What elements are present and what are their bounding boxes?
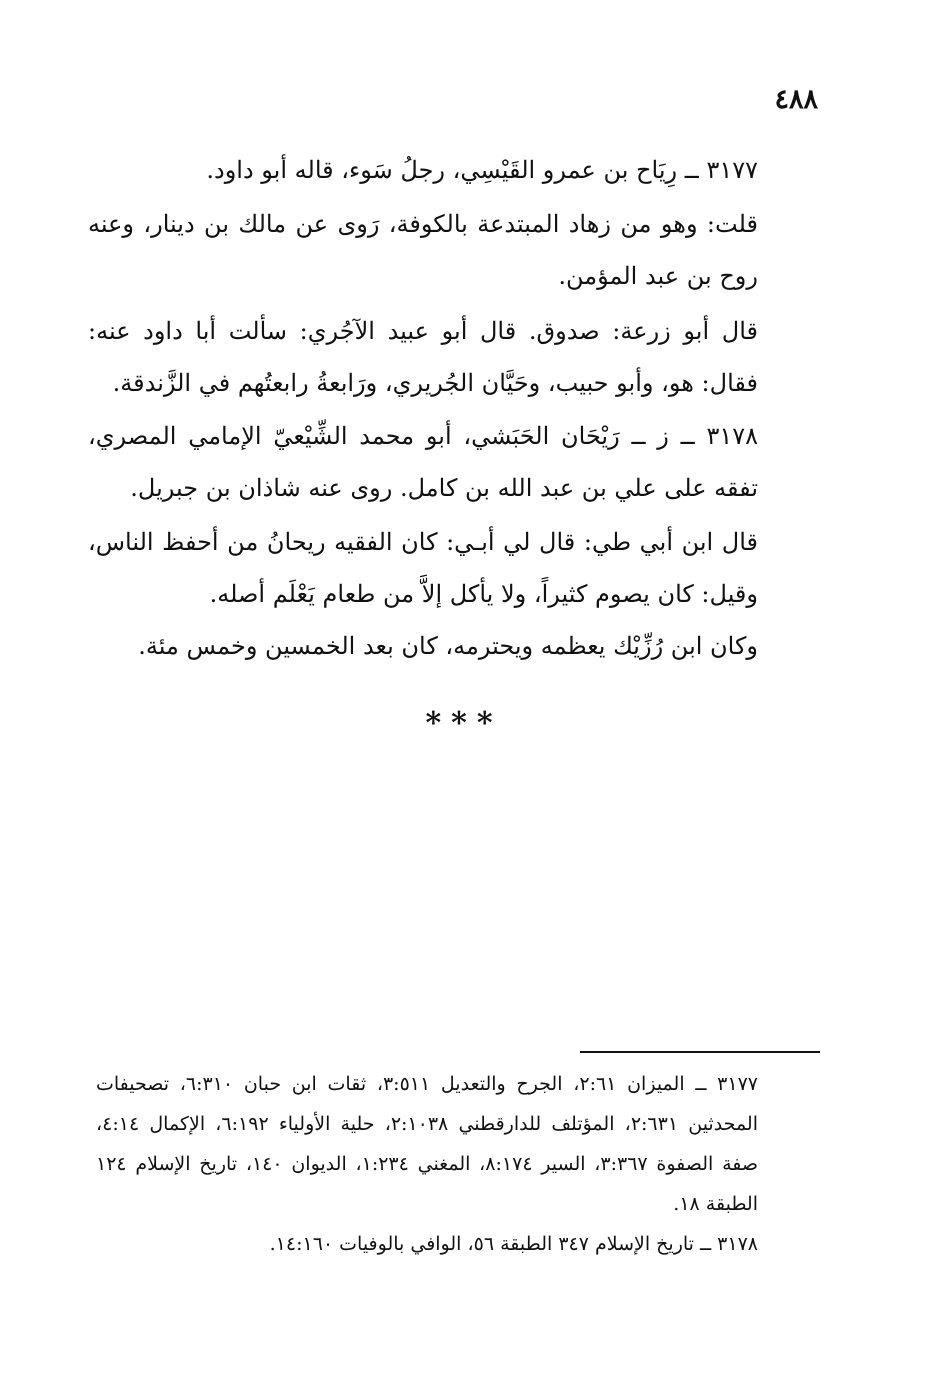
- footnote-3178: ٣١٧٨ ــ تاريخ الإسلام ٣٤٧ الطبقة ٥٦، الوافي بالوفيات ١٤:١٦٠.: [269, 1233, 758, 1255]
- entry-3178-heading: ٣١٧٨ ــ ز ــ رَيْحَان الحَبَشي، أبو محمد الشِّيْعيّ الإمامي المصري، تفقه على علي بن عبد الله بن كامل. روى عنه شاذان بن جبريل.: [88, 422, 758, 502]
- entry-3178-ibn-abi-tay-paragraph: قال ابن أبي طي: قال لي أبـي: كان الفقيه ريحانُ من أحفظ الناس، وقيل: كان يصوم كثيراً، ولا يأكل إلاَّ من طعام يَعْلَم أصله.: [88, 528, 758, 608]
- entry-3177-qult-paragraph: قلت: وهو من زهاد المبتدعة بالكوفة، رَوى عن مالك بن دينار، وعنه روح بن عبد المؤمن.: [88, 210, 758, 290]
- footnotes: [96, 1064, 820, 1264]
- section-separator: ***: [425, 706, 503, 741]
- footnote-3177: ٣١٧٧ ــ الميزان ٢:٦١، الجرح والتعديل ٣:٥١١، ثقات ابن حبان ٦:٣١٠، تصحيفات المحدثين ٢:٦٣١، المؤتلف للدارقطني ٢:١٠٣٨، حلية الأولياء ٦:١٩٢، الإكمال ٤:١٤، صفة الصفوة ٣:٣٦٧، السير ٨:١٧٤، المغني ١:٢٣٤، الديوان ١٤٠، تاريخ الإسلام ١٢٤ الطبقة ١٨.: [96, 1073, 759, 1215]
- entry-3177-heading: ٣١٧٧ ــ رِيَاح بن عمرو القَيْسِي، رجلُ سَوء، قاله أبو داود.: [206, 156, 758, 184]
- page-number: ٤٨٨: [774, 84, 818, 115]
- footnote-divider: [580, 1051, 820, 1053]
- entry-3178-ibn-ruzayk-paragraph: وكان ابن رُزِّيْك يعظمه ويحترمه، كان بعد الخمسين وخمس مئة.: [138, 632, 758, 660]
- entry-3177-abu-zura-paragraph: قال أبو زرعة: صدوق. قال أبو عبيد الآجُري: سألت أبا داود عنه: فقال: هو، وأبو حبيب، وحَيَّان الجُريري، ورَابعةُ رابعتُهم في الزَّندقة.: [88, 317, 758, 397]
